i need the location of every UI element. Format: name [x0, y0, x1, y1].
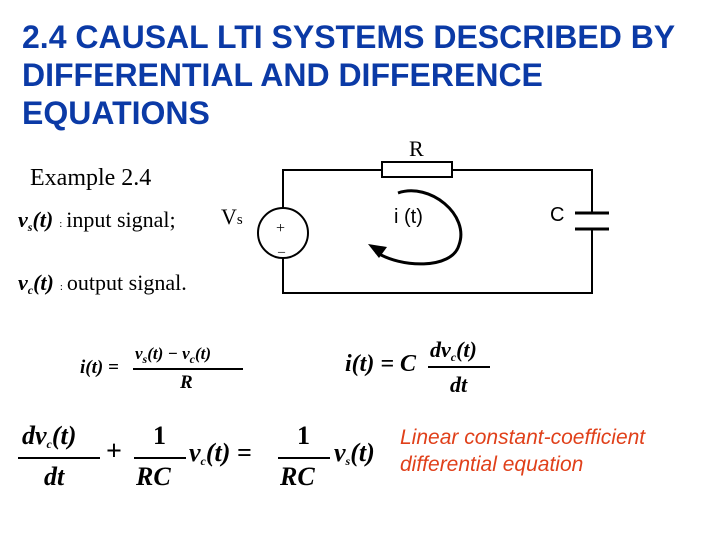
eq3-one-numerator-2: 1: [297, 421, 310, 450]
resistor-symbol: [382, 162, 452, 177]
eq1-numerator: $v_s(t) - v_c(t)$: [135, 344, 211, 366]
eq3-dv-numerator: $dv_c(t)$: [22, 421, 77, 451]
source-label: Vs: [221, 204, 243, 229]
page-title: 2.4 CAUSAL LTI SYSTEMS DESCRIBED BY DIFFERENTIAL AND DIFFERENCE EQUATIONS: [22, 19, 675, 131]
eq3-fraction-bar-3: [278, 457, 330, 459]
eq3-plus: +: [106, 436, 122, 467]
eq2-lhs: i(t) = C: [345, 351, 417, 377]
eq3-fraction-bar-1: [18, 457, 100, 459]
definition-symbol: $v_s(t)$: [18, 207, 54, 234]
definition-text: output signal.: [66, 270, 187, 295]
definition-text: input signal;: [66, 207, 176, 232]
definition-output: $v_c(t)$ : output signal.: [18, 270, 187, 297]
capacitor-label: C: [550, 204, 565, 226]
example-label: Example 2.4: [30, 165, 152, 191]
eq3-fraction-bar-2: [134, 457, 186, 459]
eq2-denominator: dt: [450, 372, 468, 397]
definition-input: $v_s(t)$ : input signal;: [18, 207, 176, 234]
eq1-lhs: i(t) =: [80, 357, 119, 378]
eq3-rc-denominator-2: RC: [280, 462, 315, 491]
eq2-fraction-bar: [428, 366, 490, 368]
eq3-rc-denominator-1: RC: [136, 462, 171, 491]
eq1-fraction-bar: [133, 368, 243, 370]
source-plus-sign: +: [276, 220, 286, 237]
eq3-vc-term: $v_c(t)$ =: [189, 438, 252, 468]
wire-top-right: [452, 170, 592, 213]
current-label: i (t): [394, 206, 423, 228]
eq3-one-numerator-1: 1: [153, 421, 166, 450]
eq3-vs-term: $v_s(t)$: [334, 438, 375, 468]
eq1-denominator: R: [180, 372, 193, 393]
wire-top-left: [283, 170, 382, 208]
eq3-dv-denominator: dt: [44, 462, 65, 491]
eq2-numerator: $dv_c(t)$: [430, 337, 477, 364]
resistor-label: R: [409, 136, 424, 161]
definition-symbol: $v_c(t)$: [18, 270, 54, 297]
equation-note: Linear constant-coefficient differential equation: [400, 426, 646, 476]
source-minus-sign: _: [278, 240, 285, 255]
